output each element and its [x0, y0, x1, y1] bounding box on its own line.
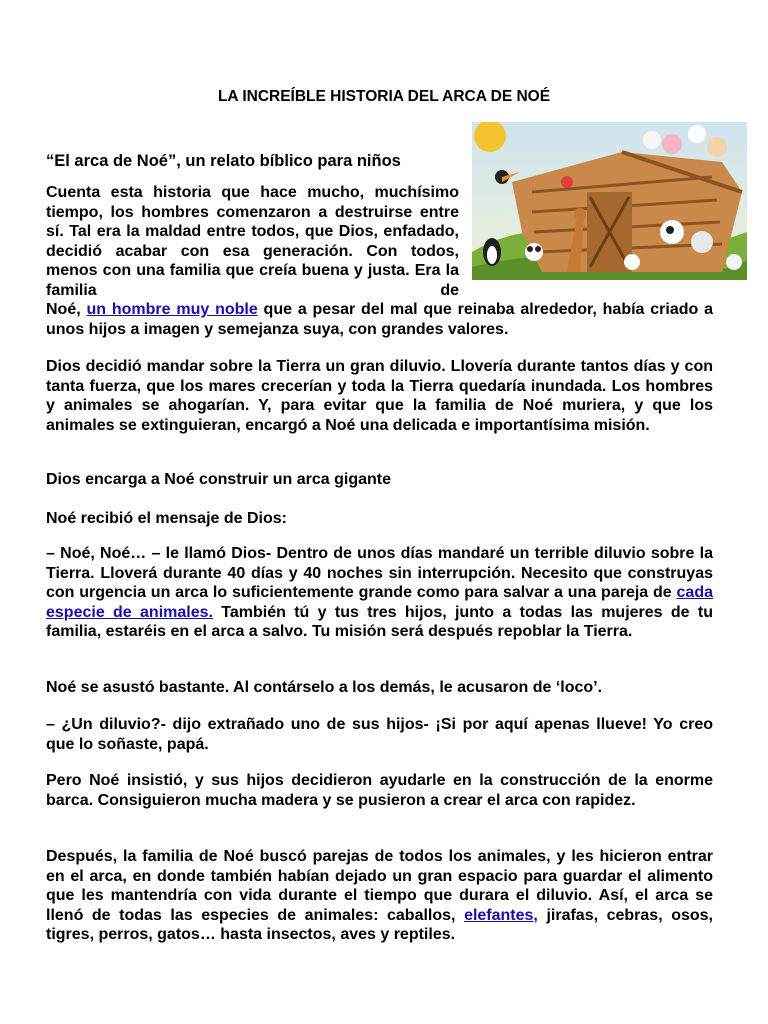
dialog-son: – ¿Un diluvio?- dijo extrañado uno de sus hijos- ¡Si por aquí apenas llueve! Yo creo que lo soñaste, papá.	[46, 716, 713, 753]
dialog-god-after: También tú y tus tres hijos, junto a todas las mujeres de tu familia, estaréis en el arca a salvo. Tu misión será después repoblar la Tierra.	[46, 603, 713, 640]
paragraph-build: Pero Noé insistió, y sus hijos decidieron ayudarle en la construcción de la enorme barca. Consiguieron mucha madera y se pusieron a crear el arca con rapidez.	[46, 772, 713, 809]
intro-paragraph: Cuenta esta historia que hace mucho, muchísimo tiempo, los hombres comenzaron a destruirse entre sí. Tal era la maldad entre todos, que Dios, enfadado, decidió acabar con esa generación. Con todos, menos con una familia que creía buena y justa. Era la familia de	[46, 184, 459, 299]
dialog-god-before: – Noé, Noé… – le llamó Dios- Dentro de unos días mandaré un terrible diluvio sobre la Tierra. Lloverá durante 40 días y 40 noches sin interrupción. Necesito que construyas con urgencia un arca lo suficientemente grande como para salvar a una pareja de	[46, 545, 713, 601]
intro-continuation	[46, 300, 713, 339]
link-animal-species[interactable]: cada especie de animales.	[46, 584, 713, 621]
dialog-god	[46, 544, 713, 642]
paragraph-message: Noé recibió el mensaje de Dios:	[46, 510, 287, 527]
paragraph-animals	[46, 847, 713, 945]
link-noble-man[interactable]: un hombre muy noble	[86, 301, 258, 318]
intro-text-after: que a pesar del mal que reinaba alrededor, había criado a unos hijos a imagen y semejanza suya, con grandes valores.	[46, 301, 713, 338]
paragraph-flood: Dios decidió mandar sobre la Tierra un gran diluvio. Llovería durante tantos días y con tanta fuerza, que los mares crecerían y toda la Tierra quedaría inundada. Los hombres y animales se ahogarían. Y, para evitar que la familia de Noé muriera, y que los animales se extinguieran, encargó a Noé una delicada e importantísima misión.	[46, 358, 713, 434]
subtitle: “El arca de Noé”, un relato bíblico para niños	[46, 152, 401, 170]
animals-after: jirafas, cebras, osos, tigres, perros, gatos… hasta insectos, aves y reptiles.	[46, 906, 713, 943]
animals-before: Después, la familia de Noé buscó parejas de todos los animales, y les hicieron entrar en el arca, en donde también habían dejado un gran espacio para guardar el alimento que les mantendría con vida durante el tiempo que durara el diluvio. Así, el arca se llenó de todas las especies de animales: caballos,	[46, 848, 713, 924]
noah-ark-illustration	[472, 122, 747, 280]
intro-text-before: Noé,	[46, 301, 87, 318]
page-title: LA INCREÍBLE HISTORIA DEL ARCA DE NOÉ	[217, 88, 551, 105]
link-elephants[interactable]: elefantes,	[464, 906, 538, 924]
heading-ark: Dios encarga a Noé construir un arca gigante	[46, 471, 391, 488]
paragraph-scared: Noé se asustó bastante. Al contárselo a los demás, le acusaron de ‘loco’.	[46, 679, 603, 696]
